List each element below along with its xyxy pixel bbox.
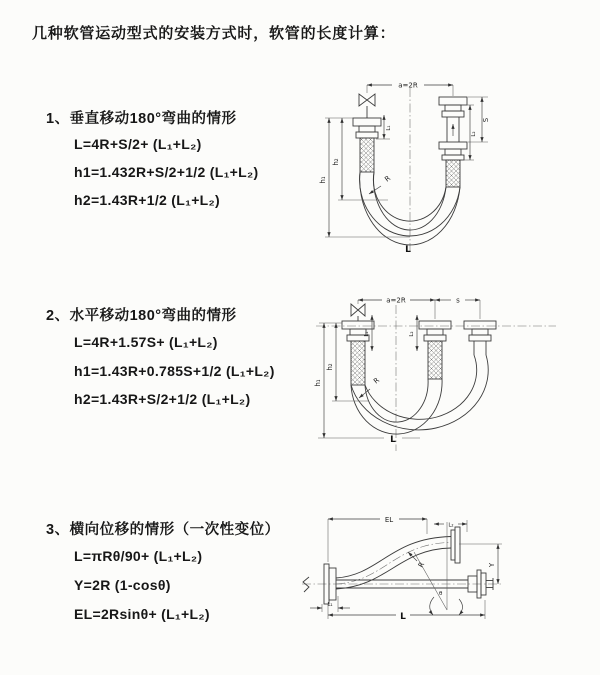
dim-label-length: L bbox=[405, 245, 411, 255]
dimension-l2 bbox=[409, 315, 417, 351]
top-flange bbox=[455, 527, 460, 563]
valve-icon bbox=[351, 304, 365, 321]
formula: h1=1.432R+S/2+1/2 (L₁+L₂) bbox=[74, 164, 259, 180]
radius-label: R bbox=[416, 560, 427, 569]
formula: h2=1.43R+S/2+1/2 (L₁+L₂) bbox=[74, 391, 251, 407]
section1-heading: 1、垂直移动180°弯曲的情形 bbox=[46, 111, 237, 127]
dim-label-s: S bbox=[482, 117, 490, 123]
formula: L=4R+S/2+ (L₁+L₂) bbox=[74, 136, 202, 152]
section2-heading: 2、水平移动180°弯曲的情形 bbox=[46, 308, 237, 324]
dim-label-l1: L₁ bbox=[386, 125, 392, 131]
dim-label-length: L bbox=[400, 612, 406, 622]
formula: EL=2Rsinθ+ (L₁+L₂) bbox=[74, 606, 210, 622]
middle-pipe-assembly bbox=[419, 321, 451, 379]
braided-hose-section bbox=[428, 341, 442, 379]
formula: L=4R+1.57S+ (L₁+L₂) bbox=[74, 334, 218, 350]
hose-curves bbox=[351, 355, 488, 434]
valve-icon bbox=[359, 94, 375, 118]
dimension-y bbox=[459, 544, 502, 584]
dim-label-l1: L₁ bbox=[364, 331, 370, 337]
formula: h1=1.43R+0.785S+1/2 (L₁+L₂) bbox=[74, 363, 275, 379]
pipe-break-mark bbox=[303, 577, 309, 592]
section3-heading: 3、横向位移的情形（一次性变位） bbox=[46, 522, 280, 538]
page-title: 几种软管运动型式的安装方式时，软管的长度计算： bbox=[32, 25, 396, 42]
diagram-lateral-displacement bbox=[296, 508, 596, 643]
diagram-vertical-180-bend bbox=[312, 72, 550, 258]
dim-label-el: EL bbox=[384, 516, 394, 524]
dimension-s bbox=[435, 297, 480, 320]
dim-label-s: s bbox=[456, 296, 460, 305]
dim-label-h2: h₂ bbox=[332, 158, 340, 166]
braided-hose-section bbox=[351, 341, 365, 385]
angle-label: θ bbox=[439, 591, 443, 597]
dim-label-width: a=2R bbox=[386, 296, 406, 305]
dim-label-h2: h₂ bbox=[326, 363, 334, 371]
formula: Y=2R (1-cosθ) bbox=[74, 577, 171, 593]
right-pipe-assembly bbox=[439, 97, 467, 187]
diagram-horizontal-180-bend bbox=[310, 283, 562, 455]
dimension-width bbox=[358, 297, 435, 320]
radius-label: R bbox=[372, 376, 382, 386]
dim-label-h1: h₁ bbox=[319, 176, 327, 184]
dimension-l2 bbox=[434, 520, 467, 532]
top-flange bbox=[451, 530, 455, 560]
dim-label-l1: L₁ bbox=[327, 602, 333, 608]
dim-label-h1: h₁ bbox=[314, 379, 322, 387]
formula: L=πRθ/90+ (L₁+L₂) bbox=[74, 548, 203, 564]
dim-label-length: L bbox=[390, 435, 396, 445]
dim-label-y: Y bbox=[488, 562, 496, 568]
radius-label: R bbox=[383, 174, 393, 184]
dimension-h1 bbox=[319, 118, 410, 237]
diagram3-drawing bbox=[296, 508, 596, 643]
dimension-l1 bbox=[310, 596, 350, 612]
diagram1-drawing bbox=[312, 72, 550, 258]
dim-label-l2: L₂ bbox=[448, 522, 454, 529]
braided-hose-section bbox=[446, 160, 460, 187]
diagram2-drawing bbox=[310, 283, 562, 455]
dim-label-l2: L₂ bbox=[409, 331, 415, 337]
braided-hose-section bbox=[360, 138, 374, 172]
radius-callout bbox=[369, 174, 392, 194]
formula: h2=1.43R+1/2 (L₁+L₂) bbox=[74, 192, 221, 208]
left-pipe-assembly bbox=[353, 118, 381, 172]
left-pipe-assembly bbox=[342, 321, 374, 385]
dimension-el bbox=[328, 516, 427, 562]
dim-label-width: a=2R bbox=[398, 81, 418, 90]
dim-label-l2: L₂ bbox=[471, 131, 477, 137]
